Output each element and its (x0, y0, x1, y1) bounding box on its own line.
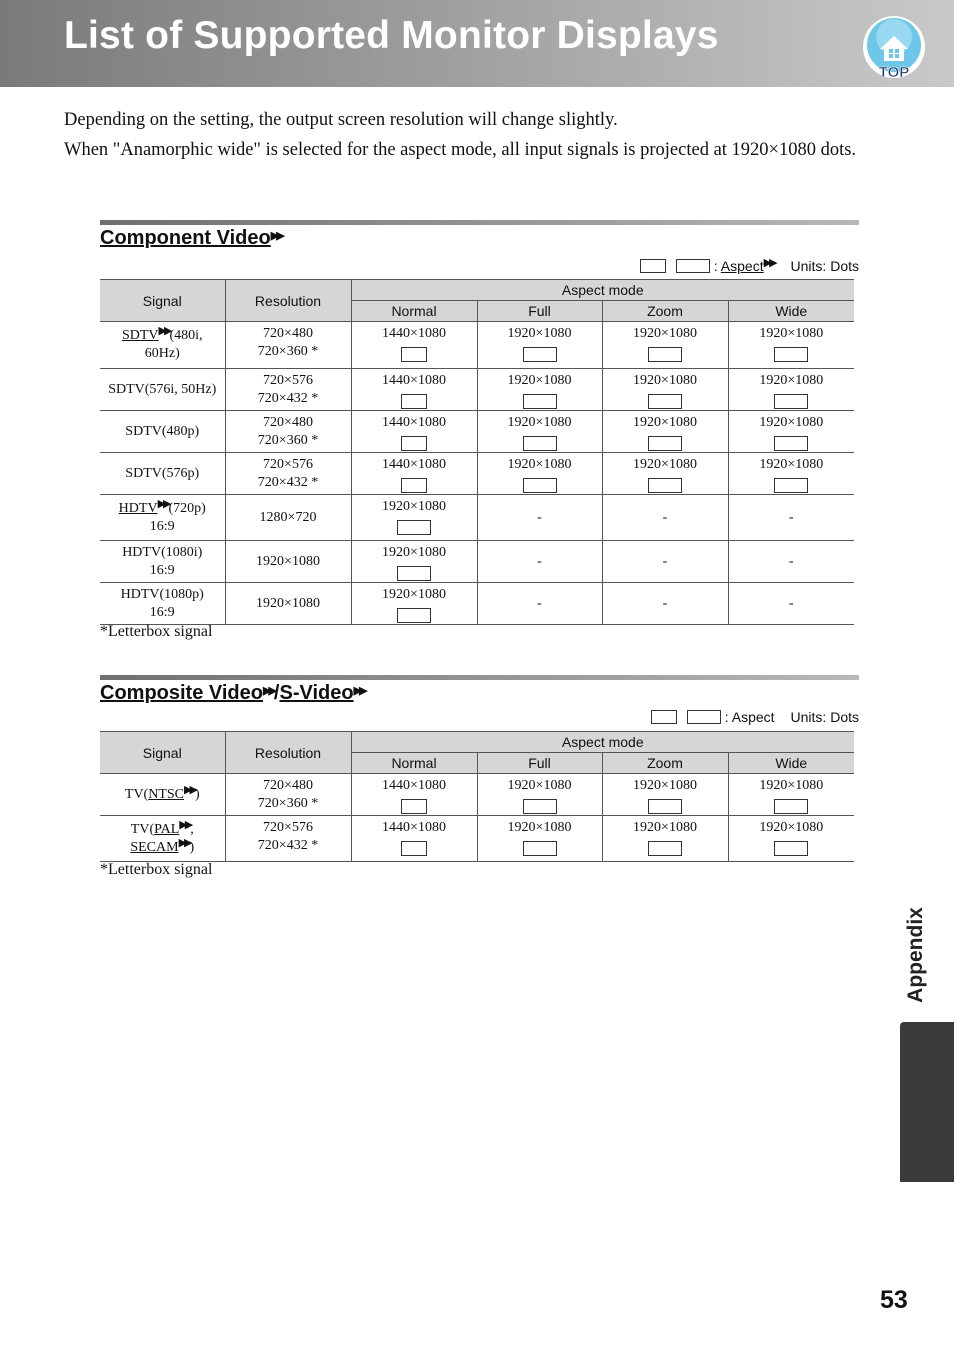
composite-video-link[interactable]: Composite Video (100, 682, 263, 704)
page-header (0, 0, 954, 87)
resolution-cell (225, 411, 351, 453)
page-title: List of Supported Monitor Displays (64, 14, 719, 57)
wide-cell (728, 816, 854, 862)
screen-16-9-box (774, 841, 808, 856)
zoom-cell (602, 816, 728, 862)
intro-text (64, 108, 864, 168)
full-cell (477, 322, 602, 369)
link-arrow-icon: ▶▶ (270, 230, 282, 242)
resolution-2: 720×432 * (257, 475, 319, 490)
value: 1920×1080 (633, 373, 697, 388)
full-cell (477, 453, 602, 495)
full-cell: - (477, 495, 602, 541)
intro-line-1: Depending on the setting, the output screen resolution will change slightly. (64, 110, 618, 130)
value: 1920×1080 (759, 373, 824, 388)
legend-4-3-box (651, 710, 677, 724)
legend-4-3-box (640, 259, 666, 273)
normal-cell (351, 411, 477, 453)
normal-cell (351, 495, 477, 541)
appendix-tab[interactable] (900, 1022, 954, 1182)
resolution-2: 720×432 * (257, 391, 319, 406)
component-video-link[interactable]: Component Video (100, 227, 271, 249)
screen-16-9-box (523, 478, 557, 493)
screen-16-9-box (648, 478, 682, 493)
screen-16-9-box (523, 799, 557, 814)
link-arrow-icon: ▶▶ (158, 325, 170, 337)
signal-text: ) (189, 839, 195, 855)
component-legend (640, 258, 859, 274)
signal-text: HDTV(1080i) (122, 544, 203, 560)
title-separator: / (273, 682, 280, 704)
value: 1920×1080 (382, 499, 446, 514)
link-arrow-icon: ▶▶ (184, 783, 195, 796)
signal-cell (100, 541, 225, 583)
value: 1920×1080 (759, 457, 824, 472)
value: 1440×1080 (382, 820, 446, 835)
col-aspect-mode: Aspect mode (351, 280, 854, 301)
normal-cell (351, 369, 477, 411)
legend-16-9-box (687, 710, 721, 724)
legend-16-9-box (676, 259, 710, 273)
full-cell (477, 774, 602, 816)
value: 1920×1080 (633, 326, 697, 341)
aspect-link[interactable]: Aspect (720, 258, 764, 274)
full-cell (477, 816, 602, 862)
resolution-2: 720×360 * (257, 433, 319, 448)
sdtv-link[interactable]: SDTV (121, 328, 159, 343)
signal-text: TV( (130, 821, 155, 837)
screen-16-9-box (774, 394, 808, 409)
signal-text: ) (194, 786, 200, 802)
screen-16-9-box (397, 566, 431, 581)
normal-cell (351, 453, 477, 495)
signal-text: (720p) (168, 500, 206, 516)
hdtv-link[interactable]: HDTV (118, 500, 158, 516)
screen-16-9-box (523, 436, 557, 451)
letterbox-note: *Letterbox signal (100, 861, 213, 878)
table-row (100, 816, 854, 862)
col-wide: Wide (728, 301, 854, 322)
wide-cell (728, 369, 854, 411)
table-row (100, 369, 854, 411)
signal-cell (100, 816, 225, 862)
col-zoom: Zoom (602, 301, 728, 322)
normal-cell (351, 816, 477, 862)
composite-video-table (100, 731, 854, 862)
value: 1440×1080 (382, 457, 446, 472)
signal-text-2: 60Hz) (144, 346, 180, 361)
intro-line-2: When "Anamorphic wide" is selected for the aspect mode, all input signals is projected at 1920×1080 dots. (64, 140, 857, 160)
col-aspect-mode: Aspect mode (351, 732, 854, 753)
component-video-section (100, 220, 859, 640)
resolution-2: 720×360 * (257, 344, 319, 359)
table-row (100, 495, 854, 541)
secam-link[interactable]: SECAM (130, 839, 179, 855)
full-cell: - (477, 583, 602, 625)
screen-16-9-box (774, 347, 808, 362)
wide-cell (728, 411, 854, 453)
screen-4-3-box (401, 394, 427, 409)
col-signal: Signal (100, 732, 225, 774)
link-arrow-icon: ▶▶ (178, 836, 190, 849)
resolution-1: 720×576 (263, 373, 313, 388)
zoom-cell (602, 411, 728, 453)
table-row (100, 583, 854, 625)
resolution-cell: 1920×1080 (225, 583, 351, 625)
normal-cell (351, 774, 477, 816)
s-video-link[interactable]: S-Video (279, 682, 354, 704)
value: 1920×1080 (633, 820, 697, 835)
letterbox-note: *Letterbox signal (100, 623, 213, 640)
value: 1920×1080 (507, 373, 572, 388)
screen-16-9-box (523, 394, 557, 409)
value: 1920×1080 (759, 326, 824, 341)
signal-cell: SDTV(480p) (100, 411, 225, 453)
normal-cell (351, 541, 477, 583)
legend-aspect: : Aspect (724, 709, 775, 725)
col-full: Full (477, 301, 602, 322)
composite-video-title (100, 680, 859, 706)
screen-16-9-box (523, 347, 557, 362)
value: 1920×1080 (759, 778, 824, 793)
value: 1920×1080 (633, 415, 697, 430)
link-arrow-icon: ▶▶ (157, 497, 169, 510)
signal-cell (100, 495, 225, 541)
resolution-cell (225, 322, 351, 369)
wide-cell (728, 774, 854, 816)
value: 1440×1080 (382, 326, 446, 341)
resolution-cell: 1920×1080 (225, 541, 351, 583)
table-row (100, 541, 854, 583)
value: 1920×1080 (507, 415, 572, 430)
screen-16-9-box (648, 799, 682, 814)
value: 1440×1080 (382, 373, 446, 388)
resolution-2: 720×360 * (257, 796, 319, 811)
screen-16-9-box (774, 799, 808, 814)
resolution-cell (225, 774, 351, 816)
wide-cell (728, 453, 854, 495)
normal-cell (351, 322, 477, 369)
screen-16-9-box (397, 608, 431, 623)
zoom-cell (602, 322, 728, 369)
link-arrow-icon: ▶▶ (179, 818, 191, 831)
value: 1920×1080 (633, 457, 697, 472)
col-normal: Normal (351, 753, 477, 774)
screen-16-9-box (523, 841, 557, 856)
value: 1920×1080 (759, 415, 824, 430)
signal-cell: SDTV(576i, 50Hz) (100, 369, 225, 411)
signal-text-2: 16:9 (149, 562, 175, 578)
resolution-1: 720×480 (263, 778, 313, 793)
signal-cell: SDTV(576p) (100, 453, 225, 495)
table-row (100, 453, 854, 495)
value: 1440×1080 (382, 415, 446, 430)
pal-link[interactable]: PAL (154, 821, 180, 837)
screen-16-9-box (648, 347, 682, 362)
wide-cell: - (728, 541, 854, 583)
screen-16-9-box (648, 394, 682, 409)
signal-text: HDTV(1080p) (120, 586, 204, 602)
component-video-title (100, 225, 859, 251)
screen-4-3-box (401, 436, 427, 451)
signal-text: (480i, (169, 328, 203, 343)
full-cell: - (477, 541, 602, 583)
signal-text: , (190, 821, 194, 837)
value: 1920×1080 (633, 778, 697, 793)
screen-16-9-box (648, 841, 682, 856)
screen-16-9-box (774, 436, 808, 451)
zoom-cell (602, 774, 728, 816)
full-cell (477, 369, 602, 411)
resolution-cell (225, 453, 351, 495)
resolution-cell: 1280×720 (225, 495, 351, 541)
resolution-1: 720×576 (263, 820, 313, 835)
composite-legend (651, 709, 859, 725)
screen-4-3-box (401, 347, 427, 362)
composite-video-section (100, 675, 859, 878)
appendix-label (896, 900, 936, 1010)
wide-cell (728, 322, 854, 369)
col-resolution: Resolution (225, 732, 351, 774)
col-signal: Signal (100, 280, 225, 322)
signal-cell (100, 583, 225, 625)
resolution-1: 720×480 (263, 415, 313, 430)
table-row (100, 411, 854, 453)
units-label: Units: Dots (790, 258, 859, 274)
wide-cell: - (728, 583, 854, 625)
col-zoom: Zoom (602, 753, 728, 774)
zoom-cell (602, 369, 728, 411)
value: 1920×1080 (759, 820, 824, 835)
top-label: TOP (878, 64, 910, 79)
resolution-1: 720×576 (263, 457, 313, 472)
screen-4-3-box (401, 478, 427, 493)
value: 1920×1080 (382, 587, 446, 602)
screen-16-9-box (774, 478, 808, 493)
value: 1920×1080 (507, 457, 572, 472)
table-row (100, 322, 854, 369)
zoom-cell: - (602, 495, 728, 541)
screen-16-9-box (648, 436, 682, 451)
value: 1920×1080 (382, 545, 446, 560)
link-arrow-icon: ▶▶ (763, 257, 775, 269)
full-cell (477, 411, 602, 453)
screen-4-3-box (401, 799, 427, 814)
col-resolution: Resolution (225, 280, 351, 322)
wide-cell: - (728, 495, 854, 541)
resolution-cell (225, 816, 351, 862)
signal-text-2: 16:9 (149, 518, 175, 534)
resolution-cell (225, 369, 351, 411)
link-arrow-icon: ▶▶ (263, 685, 274, 697)
value: 1440×1080 (382, 778, 446, 793)
legend-aspect: : Aspect▶▶ (713, 257, 775, 274)
signal-text-2: 16:9 (149, 604, 175, 620)
value: 1920×1080 (507, 326, 572, 341)
screen-4-3-box (401, 841, 427, 856)
value: 1920×1080 (507, 778, 572, 793)
screen-16-9-box (397, 520, 431, 535)
zoom-cell: - (602, 583, 728, 625)
signal-cell (100, 774, 225, 816)
resolution-2: 720×432 * (257, 838, 319, 853)
value: 1920×1080 (507, 820, 572, 835)
table-row (100, 774, 854, 816)
top-home-icon[interactable] (862, 15, 926, 79)
link-arrow-icon: ▶▶ (353, 685, 365, 697)
normal-cell (351, 583, 477, 625)
component-video-table (100, 279, 854, 625)
ntsc-link[interactable]: NTSC (148, 786, 185, 802)
zoom-cell (602, 453, 728, 495)
resolution-1: 720×480 (263, 326, 313, 341)
col-wide: Wide (728, 753, 854, 774)
col-full: Full (477, 753, 602, 774)
signal-cell (100, 322, 225, 369)
appendix-text: Appendix (904, 907, 927, 1003)
page-number: 53 (880, 1286, 908, 1314)
zoom-cell: - (602, 541, 728, 583)
signal-text: TV( (124, 786, 149, 802)
units-label: Units: Dots (790, 709, 859, 725)
col-normal: Normal (351, 301, 477, 322)
